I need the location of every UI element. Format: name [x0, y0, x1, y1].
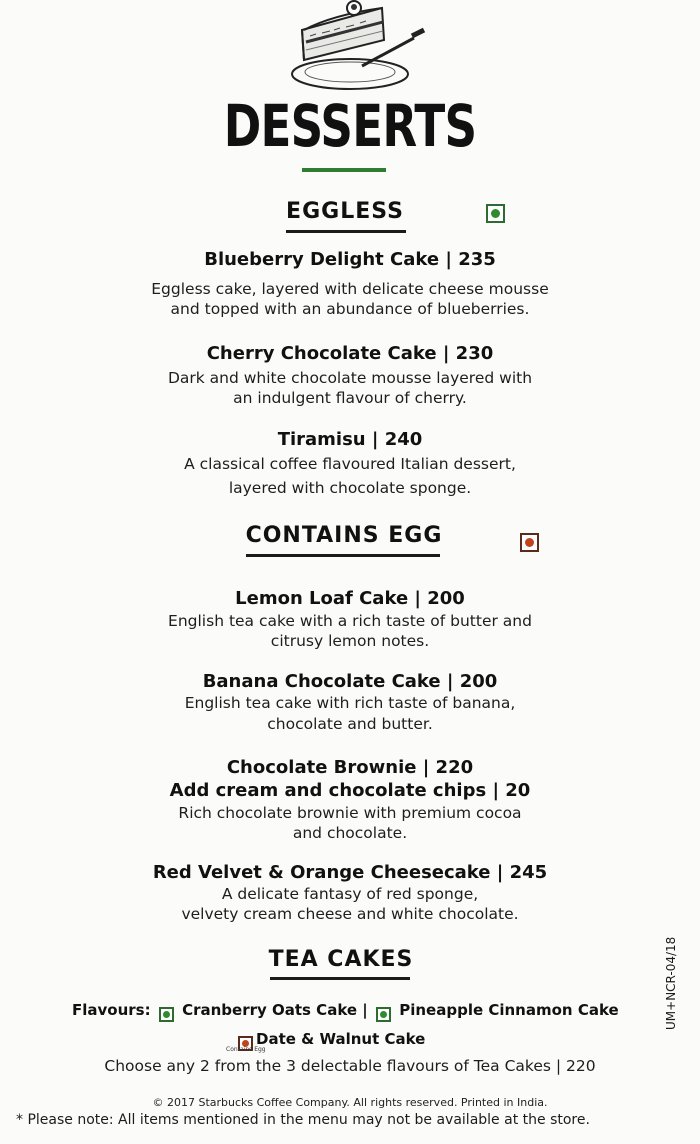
section-rule-contains-egg [246, 554, 440, 557]
menu-item-desc: A delicate fantasy of red sponge, [221, 885, 479, 903]
menu-item-name: Blueberry Delight Cake | 235 [204, 249, 496, 270]
menu-item-desc: layered with chocolate sponge. [228, 479, 472, 497]
flavour-item: Date & Walnut Cake [256, 1030, 426, 1048]
tea-cakes-choose-line: Choose any 2 from the 3 delectable flavours of Tea Cakes | 220 [104, 1057, 596, 1075]
flavour-item: Cranberry Oats Cake | [182, 1001, 368, 1019]
flavours-label: Flavours: [72, 1001, 151, 1019]
menu-item-name: Red Velvet & Orange Cheesecake | 245 [152, 862, 548, 883]
menu-item-desc: Eggless cake, layered with delicate cheese mousse [151, 280, 549, 298]
veg-symbol-icon [486, 204, 505, 223]
menu-item-desc: an indulgent flavour of cherry. [233, 389, 467, 407]
section-rule-eggless [286, 230, 406, 233]
menu-item-desc: chocolate and butter. [267, 715, 433, 733]
menu-item-name: Tiramisu | 240 [277, 429, 423, 450]
menu-item-desc: Rich chocolate brownie with premium cocoa [178, 804, 522, 822]
contains-egg-note: Contains Egg [226, 1046, 266, 1053]
menu-item-desc: citrusy lemon notes. [270, 632, 430, 650]
section-rule-tea-cakes [270, 977, 410, 980]
menu-item-name: Banana Chocolate Cake | 200 [202, 671, 498, 692]
menu-item-desc: A classical coffee flavoured Italian dessert, [184, 455, 516, 473]
menu-item-desc: and chocolate. [292, 824, 408, 842]
veg-symbol-icon [159, 1007, 174, 1022]
section-heading-tea-cakes: TEA CAKES [268, 947, 414, 972]
copyright-text: © 2017 Starbucks Coffee Company. All rights reserved. Printed in India. [152, 1096, 548, 1109]
print-code: UM+NCR-04/18 [664, 936, 678, 1030]
menu-item-name: Chocolate Brownie | 220 [226, 757, 474, 778]
page-title: DESSERTS [223, 92, 477, 160]
menu-item-name: Lemon Loaf Cake | 200 [235, 588, 465, 609]
menu-item-desc: velvety cream cheese and white chocolate. [181, 905, 519, 923]
section-heading-eggless: EGGLESS [286, 199, 404, 224]
section-heading-contains-egg: CONTAINS EGG [245, 523, 443, 548]
veg-symbol-icon [376, 1007, 391, 1022]
menu-item-desc: English tea cake with rich taste of banana, [184, 694, 516, 712]
menu-item-addon: Add cream and chocolate chips | 20 [169, 780, 531, 801]
title-underline [302, 168, 386, 172]
tea-cake-flavours-row [72, 1001, 619, 1022]
cake-slice-illustration [262, 0, 432, 95]
menu-item-desc: English tea cake with a rich taste of butter and [168, 612, 532, 630]
flavour-item: Pineapple Cinnamon Cake [399, 1001, 619, 1019]
menu-item-name: Cherry Chocolate Cake | 230 [206, 343, 494, 364]
availability-note: * Please note: All items mentioned in the menu may not be available at the store. [16, 1112, 590, 1128]
non-veg-symbol-icon [520, 533, 539, 552]
menu-item-desc: Dark and white chocolate mousse layered with [167, 369, 533, 387]
menu-item-desc: and topped with an abundance of blueberries. [170, 300, 530, 318]
